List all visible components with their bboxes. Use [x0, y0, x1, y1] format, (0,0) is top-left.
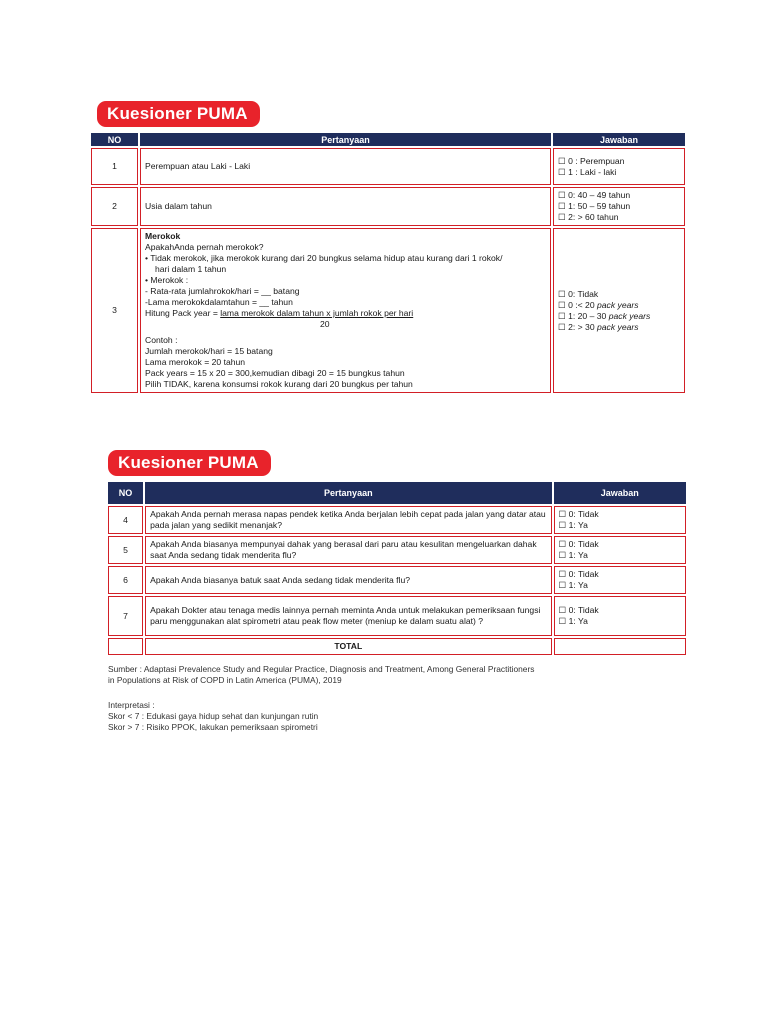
row-no: 3 — [91, 228, 138, 393]
smoking-line: hari dalam 1 tahun — [155, 264, 227, 274]
header-answer: Jawaban — [553, 133, 685, 146]
source-line: Sumber : Adaptasi Prevalence Study and Regular Practice, Diagnosis and Treatment, Among General Practitioners — [108, 664, 535, 674]
table-row — [108, 536, 686, 564]
table-row — [108, 566, 686, 594]
puma-table-1 — [89, 131, 687, 395]
total-row — [108, 638, 686, 655]
total-value-cell[interactable] — [554, 638, 686, 655]
row-question: Perempuan atau Laki - Laki — [140, 148, 551, 185]
row-answers — [553, 187, 685, 226]
answer-option[interactable]: ☐ 0: 40 – 49 tahun — [558, 190, 631, 200]
header-question: Pertanyaan — [145, 482, 551, 504]
header-no: NO — [108, 482, 143, 504]
source-note — [108, 664, 534, 686]
smoking-title: Merokok — [145, 231, 181, 241]
row-answers — [554, 566, 686, 594]
row-no: 1 — [91, 148, 138, 185]
row-question: Apakah Anda biasanya mempunyai dahak yang berasal dari paru atau kesulitan mengeluarkan dahak saat Anda sedang tidak menderita flu? — [145, 536, 551, 564]
answer-option[interactable]: ☐ 1: 50 – 59 tahun — [558, 201, 631, 211]
example-line: Jumlah merokok/hari = 15 batang — [145, 346, 273, 356]
interpretation-title: Interpretasi : — [108, 700, 155, 710]
header-answer: Jawaban — [554, 482, 686, 504]
answer-option[interactable]: ☐ 1: Ya — [558, 550, 588, 560]
example-line: Pack years = 15 x 20 = 300,kemudian dibagi 20 = 15 bungkus tahun — [145, 368, 405, 378]
interpretation-line: Skor < 7 : Edukasi gaya hidup sehat dan kunjungan rutin — [108, 710, 319, 721]
row-no: 6 — [108, 566, 143, 594]
section2-banner: Kuesioner PUMA — [108, 450, 271, 476]
row-answers — [554, 506, 686, 534]
answer-option[interactable]: ☐ 1: Ya — [558, 520, 588, 530]
total-no-cell — [108, 638, 143, 655]
answer-option[interactable]: ☐ 1: Ya — [558, 580, 588, 590]
answer-option[interactable]: ☐ 0: Tidak — [558, 605, 599, 615]
pack-year-formula — [145, 308, 546, 319]
answer-option[interactable]: ☐ 0 :< 20 pack years — [558, 299, 639, 310]
row-question: Apakah Dokter atau tenaga medis lainnya pernah meminta Anda untuk melakukan pemeriksaan fungsi paru menggunakan alat spirometri atau peak flow meter (meniup ke dalam suatu alat) ? — [145, 596, 551, 636]
answer-option[interactable]: ☐ 1 : Laki - laki — [558, 166, 617, 177]
answer-option[interactable]: ☐ 0 : Perempuan — [558, 155, 625, 166]
row-answers — [554, 536, 686, 564]
row-question: Usia dalam tahun — [140, 187, 551, 226]
answer-option[interactable]: ☐ 0: Tidak — [558, 539, 599, 549]
smoking-line: ApakahAnda pernah merokok? — [145, 242, 264, 252]
table2-header-row — [108, 482, 686, 504]
example-line: Pilih TIDAK, karena konsumsi rokok kurang dari 20 bungkus per tahun — [145, 379, 413, 389]
table-row — [108, 596, 686, 636]
example-line: Lama merokok = 20 tahun — [145, 357, 246, 367]
row-answers — [553, 228, 685, 393]
row-answers — [553, 148, 685, 185]
interpretation-note — [108, 700, 318, 733]
example-line: Contoh : — [145, 335, 178, 345]
answer-option[interactable]: ☐ 2: > 60 tahun — [558, 212, 619, 222]
total-label: TOTAL — [145, 638, 551, 655]
row-no: 5 — [108, 536, 143, 564]
row-no: 2 — [91, 187, 138, 226]
answer-option[interactable]: ☐ 2: > 30 pack years — [558, 321, 639, 332]
table-row — [91, 148, 685, 185]
answer-option[interactable]: ☐ 1: 20 – 30 pack years — [558, 310, 651, 321]
row-question: Apakah Anda pernah merasa napas pendek ketika Anda berjalan lebih cepat pada jalan yang datar atau pada jalan yang sedikit menanjak? — [145, 506, 551, 534]
interpretation-line: Skor > 7 : Risiko PPOK, lakukan pemeriksaan spirometri — [108, 721, 318, 732]
table-row — [91, 228, 685, 393]
answer-option[interactable]: ☐ 0: Tidak — [558, 288, 599, 299]
pack-year-label: Hitung Pack year = — [145, 308, 221, 318]
table1-header-row — [91, 133, 685, 146]
smoking-line: - Rata-rata jumlahrokok/hari = __ batang — [145, 286, 300, 296]
smoking-line: -Lama merokokdalamtahun = __ tahun — [145, 297, 293, 307]
pack-year-numerator: lama merokok dalam tahun x jumlah rokok per hari — [220, 308, 414, 318]
pack-year-denominator: 20 — [320, 319, 330, 329]
row-question: Apakah Anda biasanya batuk saat Anda sedang tidak menderita flu? — [145, 566, 551, 594]
table-row — [108, 506, 686, 534]
row-no: 4 — [108, 506, 143, 534]
source-line: in Populations at Risk of COPD in Latin America (PUMA), 2019 — [108, 674, 342, 685]
smoking-line: • Merokok : — [145, 275, 189, 285]
smoking-line: • Tidak merokok, jika merokok kurang dari 20 bungkus selama hidup atau kurang dari 1 rokok/ — [145, 253, 503, 263]
header-no: NO — [91, 133, 138, 146]
answer-option[interactable]: ☐ 0: Tidak — [558, 509, 599, 519]
table-row — [91, 187, 685, 226]
section1-banner: Kuesioner PUMA — [97, 101, 260, 127]
puma-table-2 — [106, 480, 688, 657]
row-no: 7 — [108, 596, 143, 636]
row-answers — [554, 596, 686, 636]
row-question-smoking — [140, 228, 551, 393]
header-question: Pertanyaan — [140, 133, 551, 146]
answer-option[interactable]: ☐ 0: Tidak — [558, 569, 599, 579]
answer-option[interactable]: ☐ 1: Ya — [558, 616, 588, 626]
